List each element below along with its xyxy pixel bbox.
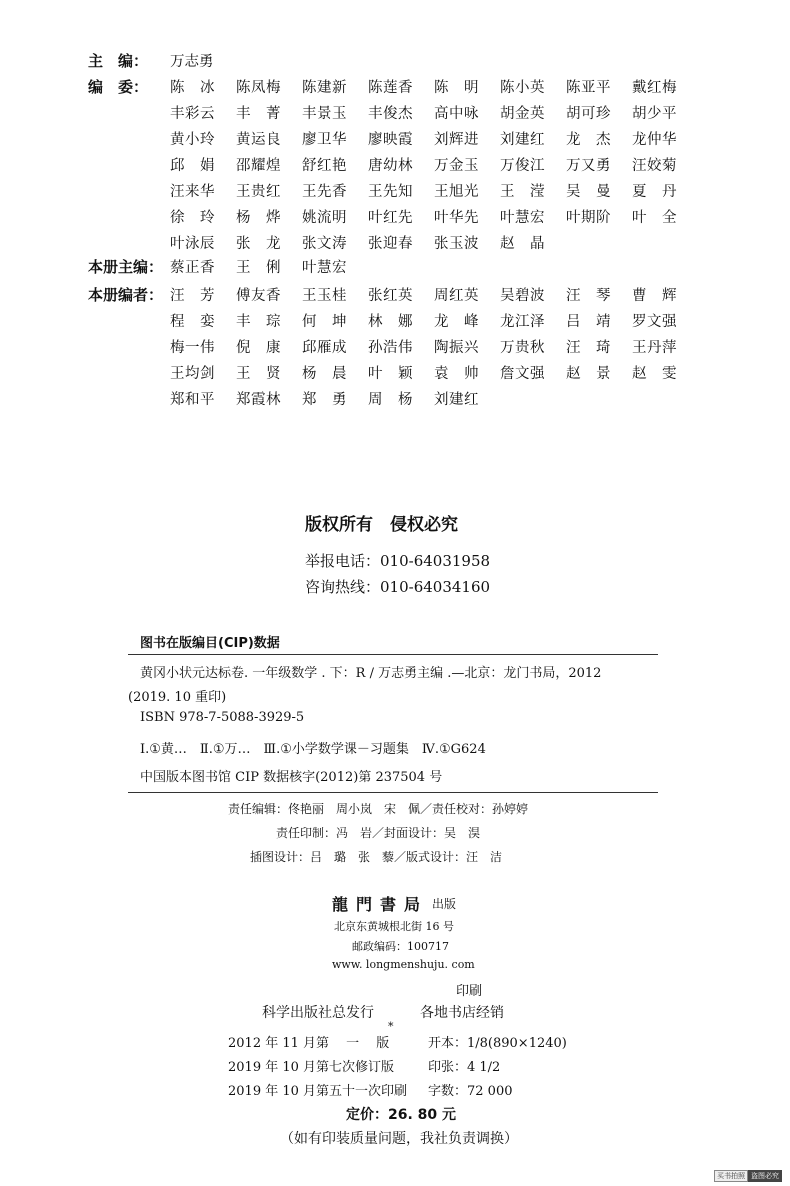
cip-top-rule xyxy=(128,654,658,655)
person-name: 陈莲香 xyxy=(368,80,413,96)
person-name: 龙江泽 xyxy=(500,314,545,330)
person-name: 程 娈 xyxy=(170,314,215,330)
person-name: 郑和平 xyxy=(170,392,215,408)
edition-1-left: 2012 年 11 月第 一 版 xyxy=(228,1036,390,1051)
person-name: 王先香 xyxy=(302,184,347,200)
publisher-website: www. longmenshuju. com xyxy=(332,958,475,971)
person-name: 周红英 xyxy=(434,288,479,304)
person-name: 龙仲华 xyxy=(632,132,677,148)
person-name: 张 龙 xyxy=(236,236,281,252)
person-name: 汪 芳 xyxy=(170,288,215,304)
person-name: 张红英 xyxy=(368,288,413,304)
person-name: 陈建新 xyxy=(302,80,347,96)
watermark xyxy=(714,1170,782,1182)
publisher-postcode: 邮政编码：100717 xyxy=(352,940,449,953)
person-name: 王先知 xyxy=(368,184,413,200)
person-name: 蔡正香 xyxy=(170,260,215,276)
edition-2-left: 2019 年 10 月第七次修订版 xyxy=(228,1060,395,1075)
person-name: 林 娜 xyxy=(368,314,413,330)
person-name: 陈凤梅 xyxy=(236,80,281,96)
person-name: 徐 玲 xyxy=(170,210,215,226)
person-name: 万又勇 xyxy=(566,158,611,174)
person-name: 张文涛 xyxy=(302,236,347,252)
watermark-left: 买书拍照 xyxy=(714,1170,748,1182)
publisher-address: 北京东黄城根北街 16 号 xyxy=(334,920,454,933)
person-name: 吴碧波 xyxy=(500,288,545,304)
volume-chief-label: 本册主编： xyxy=(88,258,164,276)
person-name: 叶慧宏 xyxy=(500,210,545,226)
person-name: 夏 丹 xyxy=(632,184,677,200)
person-name: 叶泳辰 xyxy=(170,236,215,252)
person-name: 胡少平 xyxy=(632,106,677,122)
chief-editor-name: 万志勇 xyxy=(170,54,214,70)
person-name: 叶慧宏 xyxy=(302,260,347,276)
person-name: 舒红艳 xyxy=(302,158,347,174)
cip-line1: 黄冈小状元达标卷. 一年级数学 . 下：R / 万志勇主编 .—北京：龙门书局，2012 xyxy=(140,666,602,681)
person-name: 黄小玲 xyxy=(170,132,215,148)
person-name: 汪 琦 xyxy=(566,340,611,356)
person-name: 傅友香 xyxy=(236,288,281,304)
person-name: 吕 靖 xyxy=(566,314,611,330)
staff-line2: 责任印制：冯 岩／封面设计：吴 淏 xyxy=(276,826,481,840)
person-name: 赵 景 xyxy=(566,366,611,382)
person-name: 郑霞林 xyxy=(236,392,281,408)
person-name: 王玉桂 xyxy=(302,288,347,304)
staff-line1: 责任编辑：佟艳丽 周小岚 宋 佩／责任校对：孙婷婷 xyxy=(228,802,529,816)
board-label: 编 委： xyxy=(88,78,149,96)
person-name: 王 滢 xyxy=(500,184,545,200)
person-name: 万金玉 xyxy=(434,158,479,174)
person-name: 汪来华 xyxy=(170,184,215,200)
person-name: 王 俐 xyxy=(236,260,281,276)
person-name: 何 坤 xyxy=(302,314,347,330)
volume-editors-label: 本册编者： xyxy=(88,286,164,304)
person-name: 陈 明 xyxy=(434,80,479,96)
person-name: 高中咏 xyxy=(434,106,479,122)
person-name: 胡可珍 xyxy=(566,106,611,122)
person-name: 郑 勇 xyxy=(302,392,347,408)
person-name: 罗文强 xyxy=(632,314,677,330)
person-name: 丰 菁 xyxy=(236,106,281,122)
person-name: 胡金英 xyxy=(500,106,545,122)
chief-editor-label: 主 编： xyxy=(88,52,149,70)
person-name: 倪 康 xyxy=(236,340,281,356)
person-name: 袁 帅 xyxy=(434,366,479,382)
person-name: 张玉波 xyxy=(434,236,479,252)
person-name: 王 贤 xyxy=(236,366,281,382)
person-name: 刘辉进 xyxy=(434,132,479,148)
person-name: 龙 峰 xyxy=(434,314,479,330)
person-name: 汪姣菊 xyxy=(632,158,677,174)
person-name: 黄运良 xyxy=(236,132,281,148)
price: 定价：26. 80 元 xyxy=(346,1107,457,1123)
person-name: 万贵秋 xyxy=(500,340,545,356)
person-name: 陈 冰 xyxy=(170,80,215,96)
person-name: 周 杨 xyxy=(368,392,413,408)
cip-bottom-rule xyxy=(128,792,658,793)
person-name: 邱雁成 xyxy=(302,340,347,356)
edition-3-left: 2019 年 10 月第五十一次印刷 xyxy=(228,1084,408,1099)
edition-2-right: 印张：4 1/2 xyxy=(428,1060,501,1075)
person-name: 赵 雯 xyxy=(632,366,677,382)
person-name: 邱 娟 xyxy=(170,158,215,174)
watermark-right: 盗图必究 xyxy=(748,1170,782,1182)
person-name: 丰景玉 xyxy=(302,106,347,122)
person-name: 邵耀煌 xyxy=(236,158,281,174)
person-name: 唐幼林 xyxy=(368,158,413,174)
person-name: 陈小英 xyxy=(500,80,545,96)
person-name: 廖卫华 xyxy=(302,132,347,148)
person-name: 叶红先 xyxy=(368,210,413,226)
edition-3-right: 字数：72 000 xyxy=(428,1084,513,1099)
distribution-right: 各地书店经销 xyxy=(420,1005,504,1021)
person-name: 陶振兴 xyxy=(434,340,479,356)
cip-heading: 图书在版编目(CIP)数据 xyxy=(140,636,280,651)
person-name: 叶 颖 xyxy=(368,366,413,382)
person-name: 丰 琮 xyxy=(236,314,281,330)
person-name: 叶华先 xyxy=(434,210,479,226)
person-name: 龙 杰 xyxy=(566,132,611,148)
cip-record: 中国版本图书馆 CIP 数据核字(2012)第 237504 号 xyxy=(140,770,443,785)
staff-line3: 插图设计：吕 璐 张 藜／版式设计：汪 洁 xyxy=(250,850,503,864)
distribution-left: 科学出版社总发行 xyxy=(262,1005,374,1021)
person-name: 陈亚平 xyxy=(566,80,611,96)
report-phone: 举报电话：010-64031958 xyxy=(305,552,491,570)
person-name: 张迎春 xyxy=(368,236,413,252)
person-name: 戴红梅 xyxy=(632,80,677,96)
person-name: 廖映霞 xyxy=(368,132,413,148)
person-name: 叶 全 xyxy=(632,210,677,226)
person-name: 王均剑 xyxy=(170,366,215,382)
person-name: 姚流明 xyxy=(302,210,347,226)
person-name: 吴 曼 xyxy=(566,184,611,200)
person-name: 万俊江 xyxy=(500,158,545,174)
person-name: 孙浩伟 xyxy=(368,340,413,356)
person-name: 曹 辉 xyxy=(632,288,677,304)
person-name: 叶期阶 xyxy=(566,210,611,226)
person-name: 杨 烨 xyxy=(236,210,281,226)
quality-note: （如有印装质量问题，我社负责调换） xyxy=(280,1131,518,1147)
person-name: 赵 晶 xyxy=(500,236,545,252)
person-name: 汪 琴 xyxy=(566,288,611,304)
person-name: 刘建红 xyxy=(434,392,479,408)
person-name: 梅一伟 xyxy=(170,340,215,356)
person-name: 丰俊杰 xyxy=(368,106,413,122)
cip-classification: Ⅰ.①黄… Ⅱ.①万… Ⅲ.①小学数学课－习题集 Ⅳ.①G624 xyxy=(140,742,486,757)
printing-label: 印刷 xyxy=(456,984,483,999)
edition-1-right: 开本：1/8(890×1240) xyxy=(428,1036,567,1051)
copyright-notice: 版权所有 侵权必究 xyxy=(305,515,458,535)
person-name: 王旭光 xyxy=(434,184,479,200)
asterisk: * xyxy=(388,1020,394,1033)
cip-line2: (2019. 10 重印) xyxy=(128,690,227,705)
person-name: 丰彩云 xyxy=(170,106,215,122)
cip-isbn: ISBN 978-7-5088-3929-5 xyxy=(140,710,305,725)
published-label: 出版 xyxy=(432,897,457,911)
person-name: 詹文强 xyxy=(500,366,545,382)
person-name: 王丹萍 xyxy=(632,340,677,356)
person-name: 王贵红 xyxy=(236,184,281,200)
publisher-logo: 龍門書局 xyxy=(332,895,429,914)
person-name: 杨 晨 xyxy=(302,366,347,382)
hotline: 咨询热线：010-64034160 xyxy=(305,578,491,596)
person-name: 刘建红 xyxy=(500,132,545,148)
